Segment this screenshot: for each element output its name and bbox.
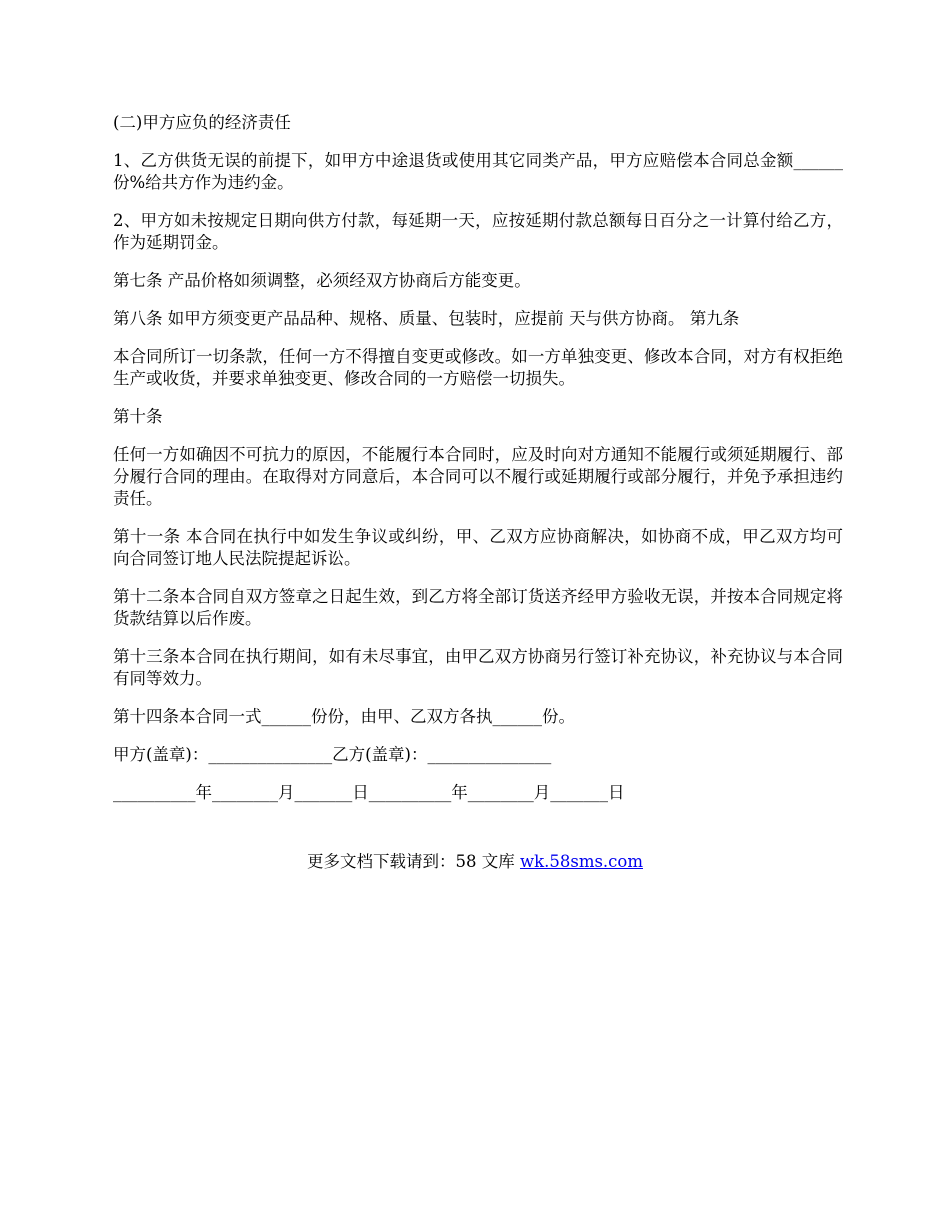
article-14: 第十四条本合同一式______份份，由甲、乙双方各执______份。	[113, 707, 575, 726]
article-10-body: 任何一方如确因不可抗力的原因，不能履行本合同时，应及时向对方通知不能履行或须延期履行、部分履行合同的理由。在取得对方同意后，本合同可以不履行或延期履行或部分履行，并免予承担违约责任。	[113, 445, 843, 508]
document-body	[113, 112, 843, 820]
clause-paragraph: 2、甲方如未按规定日期向供方付款，每延期一天，应按延期付款总额每日百分之一计算付给乙方，作为延期罚金。	[113, 211, 843, 252]
date-line: __________年________月_______日__________年________月_______日	[113, 783, 625, 802]
footer-text: 更多文档下载请到：58 文库	[306, 852, 520, 871]
signature-line: 甲方(盖章)：_______________乙方(盖章)：_______________	[113, 745, 552, 764]
article-11: 第十一条 本合同在执行中如发生争议或纠纷，甲、乙双方应协商解决，如协商不成，甲乙双方均可向合同签订地人民法院提起诉讼。	[113, 527, 843, 568]
article-10-heading: 第十条	[113, 407, 163, 426]
download-footer	[0, 851, 950, 873]
article-13: 第十三条本合同在执行期间，如有未尽事宜，由甲乙双方协商另行签订补充协议，补充协议与本合同有同等效力。	[113, 647, 843, 688]
clause-paragraph: 1、乙方供货无误的前提下，如甲方中途退货或使用其它同类产品，甲方应赔偿本合同总金额______份%给共方作为违约金。	[113, 151, 843, 192]
footer-link[interactable]: wk.58sms.com	[519, 852, 643, 871]
article-8: 第八条 如甲方须变更产品品种、规格、质量、包装时，应提前 天与供方协商。 第九条	[113, 309, 740, 328]
section-heading: (二)甲方应负的经济责任	[113, 113, 291, 132]
article-7: 第七条 产品价格如须调整，必须经双方协商后方能变更。	[113, 271, 531, 290]
article-9-body: 本合同所订一切条款，任何一方不得擅自变更或修改。如一方单独变更、修改本合同，对方有权拒绝生产或收货，并要求单独变更、修改合同的一方赔偿一切损失。	[113, 347, 843, 388]
article-12: 第十二条本合同自双方签章之日起生效，到乙方将全部订货送齐经甲方验收无误，并按本合同规定将货款结算以后作废。	[113, 587, 843, 628]
